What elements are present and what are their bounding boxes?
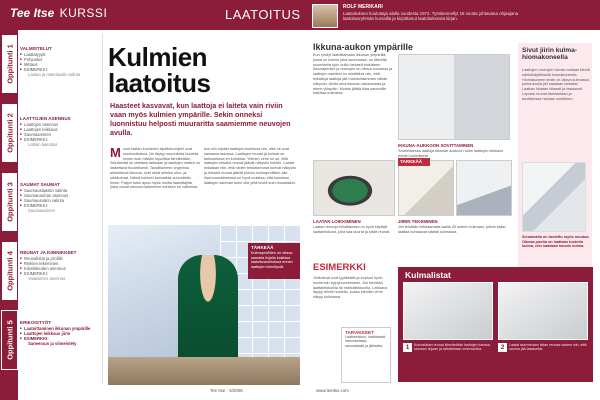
body-column-1 bbox=[110, 147, 200, 225]
tab-label: Oppitunti 3 bbox=[5, 182, 14, 222]
section-heading-example: ESIMERKKI bbox=[313, 262, 366, 273]
tile-photo bbox=[398, 160, 454, 216]
important-note bbox=[248, 243, 300, 279]
tab-lesson-4[interactable] bbox=[1, 241, 18, 301]
caption-title: IKKUNA-AUKKOON SOVITTAMINEN bbox=[398, 143, 474, 148]
tools-note bbox=[341, 327, 391, 383]
brand-sub: KURSSI bbox=[59, 6, 108, 20]
toc-section-4 bbox=[20, 250, 102, 281]
window-text: Kun ryhdyt laatoittamaan ikkunan ympärillä, jossa on kulmia joka suunnassa, on tärkeää suunnitella työn kulku tarkasti etukäteen. Ikkunapenkin ja reunojen on oltava suorassa ja laattojen asettelu on mietittävä niin, että leikattuja laattoja jää mahdollisimman vähän näkyviin. Aloita aina ikkunan alareunasta ja etene ylöspäin. Muista jättää tilaa saumoille kaikissa kulmissa. bbox=[313, 53, 393, 96]
step-number: 2 bbox=[498, 343, 507, 352]
step-number: 1 bbox=[403, 343, 412, 352]
toc-item: ■ Laattatyypit bbox=[20, 52, 102, 57]
caption-text: Laatan reunoja leikattaessa on hyvä käyttää laattaleikkuria, jolla saa suorat ja siistit reunat. bbox=[313, 225, 391, 234]
toc-item: ■ Saumaaminen bbox=[20, 132, 102, 137]
title-text: Kulmien laatoitus bbox=[108, 42, 211, 98]
brand-main: Tee Itse bbox=[10, 6, 55, 20]
body-text: onet laatan kuvioiden sijoitteluohjeet ovat monimutkaisia. Ne täytyy suunnitella huolella ennen kuin mitään lopullista kiinnitetään. Seinämitat on otettava tarkkaan ja laattojen määrä on laskettava huolellisesti. Tavallisimmin ongelmia aiheuttavat ikkunat, ovet sekä seinien ulko- ja sisäkulmat. Nämä kohteet kannattaa suunnitella ensin. Paljon tulee apua myös muilta laatoittajilta, jotka voivat neuvoa tarkemmin kohteen eri vaiheista. bbox=[110, 147, 200, 190]
step-text: Laatat asennetaan listan reunaa vasten niin, että sauma jää tasaiseksi. bbox=[509, 343, 587, 352]
toc-item: ■ ESIMERKKI: bbox=[20, 336, 102, 341]
toc-item: Saneeraus ja viimeistely bbox=[28, 341, 77, 346]
toc-item: ■ ESIMERKKI: bbox=[20, 137, 102, 142]
caption-title: JIIRIN TEKEMINEN bbox=[398, 219, 438, 224]
sidebar-photo bbox=[522, 162, 586, 232]
example-text: Jiirikulmat ovat tyylikkäitä ja sopivat hyvin moderniin kylpyhuoneeseen. Jiiri tehdään laattaleikkurilla tai märkäleikkurilla. Leikkaus täytyy tehdä huolella, koska pienikin virhe näkyy kulmassa. bbox=[313, 276, 388, 300]
window-photo-1 bbox=[398, 54, 510, 140]
sidebar-caption: Sivuamalla on tuotettu myös muotoa. Oikeaa puolta on laattaan tuotettu kulma, niin saadaan kaunis kulma. bbox=[522, 235, 590, 249]
toc-item: ■ ESIMERKKI: bbox=[20, 67, 102, 72]
toc-item: ■ Kiinnikkeiden asennus bbox=[20, 266, 102, 271]
toc-item: Lattian laatoitus bbox=[28, 142, 58, 147]
toc-heading: LAATTOJEN ASENNUS bbox=[20, 116, 71, 121]
toc-divider bbox=[102, 34, 103, 384]
toc-heading: VALMISTELUT bbox=[20, 46, 52, 51]
toc-heading: SAUMAT SAUMAT bbox=[20, 182, 60, 187]
toc-item: ■ Reunalistat ja profiilit bbox=[20, 256, 102, 261]
tab-lesson-5[interactable] bbox=[1, 310, 18, 370]
saw-photo bbox=[456, 160, 512, 216]
article-lead: Haasteet kasvavat, kun laattoja ei laiteta vain riviin vaan myös kulmien ympärille. Sekin onneksi luonnistuu helposti muuraritta saamiemme neuvojen avulla. bbox=[110, 101, 291, 137]
article-title bbox=[108, 44, 298, 96]
author-bio: Laatoituksen kouluttaja alalla vuodesta 1972. Työskennellyt 18 vuotta johtavana ohjaajana laatoitusryhmän kurssilla ja kirjoittanut laatoituksesta kirjan. bbox=[343, 11, 519, 22]
author-name: ROLF MERIKARI bbox=[343, 4, 383, 10]
sidebar-text: Laattojen reunojen hionta voidaan tehdä sähkökäyttöisellä hiomakoneella. Hiomakoneen terän on oltava kulmassa, jonka avulla jiiri saadaan tarkaksi. Laattaa hiotaan hitaasti ja tasaisesti. Lopuksi reunat tarkistetaan ja tarvittaessa hiotaan uudelleen. bbox=[522, 68, 590, 101]
tab-label: Oppitunti 5 bbox=[5, 320, 14, 360]
toc-item: ■ ESIMERKKI: bbox=[20, 271, 102, 276]
toc-section-3 bbox=[20, 182, 102, 213]
tab-label: Oppitunti 2 bbox=[5, 113, 14, 153]
toc-item: ■ Saumauslaastin valinta bbox=[20, 188, 102, 193]
tag-important: TARKEÄÄ bbox=[398, 158, 430, 166]
toc-section-2 bbox=[20, 116, 102, 147]
toc-item: ■ Saumausvärin valinta bbox=[20, 198, 102, 203]
toc-item: Saumaaminen bbox=[28, 208, 56, 213]
note-text: Kulmaprofiilien on oltava samalla linjalla kaikissa laatoituskohteissa ennen laattojen kiinnitystä. bbox=[251, 251, 293, 269]
author-photo bbox=[312, 4, 338, 28]
floor bbox=[108, 357, 300, 385]
tab-lesson-3[interactable] bbox=[1, 172, 18, 232]
toc-heading: ERIKOISTYÖT bbox=[20, 320, 52, 325]
brand-logo bbox=[10, 6, 107, 20]
toc-section-1 bbox=[20, 46, 102, 77]
section-label: LAATOITUS bbox=[225, 7, 301, 22]
footer-url: www.teeitse.com bbox=[316, 388, 349, 393]
caption-text: Jiiri tehdään leikkaamalla laatta 45 asteen kulmaan, jolloin kaksi laattaa kohtaavat siististi kulmassa. bbox=[398, 225, 506, 234]
toc-section-5 bbox=[20, 320, 102, 346]
toc-item: ■ Mittaus bbox=[20, 62, 102, 67]
tab-lesson-2[interactable] bbox=[1, 103, 18, 163]
tab-label: Oppitunti 4 bbox=[5, 251, 14, 291]
tab-label: Oppitunti 1 bbox=[5, 44, 14, 84]
grinder-photo bbox=[313, 160, 395, 216]
footer-magazine: Tee Itse · 5/2005 bbox=[210, 388, 243, 393]
caption-title: LAATAN LOIKKIMINEN bbox=[313, 219, 361, 224]
toc-heading: REUNAT JA KIINNIKKEET bbox=[20, 250, 77, 255]
kulmalistat-photo-2 bbox=[498, 282, 588, 340]
page-number: 80 bbox=[6, 386, 13, 392]
toc-item: ■ Reikien tekeminen bbox=[20, 261, 102, 266]
toc-item: ■ Laattojen leikkaus jiirin bbox=[20, 331, 102, 336]
toc-item: Laatan ja materiaalin valinta bbox=[28, 72, 81, 77]
toc-item: ■ Pohjustus bbox=[20, 57, 102, 62]
toc-item: ■ Laattojen leikkaus bbox=[20, 127, 102, 132]
sidebar-title: Sivut jiirin kulma-hiomakoneella bbox=[522, 47, 577, 62]
kulmalistat-photo-1 bbox=[403, 282, 493, 340]
section-heading-window: Ikkuna-aukon ympärille bbox=[313, 42, 414, 52]
toc-item: ■ Laattojen asennus bbox=[20, 122, 102, 127]
tab-lesson-1[interactable] bbox=[1, 34, 18, 94]
caption-text: Sovitettaessa laattoja ikkunan aukkoon tulee laattojen leikkaus tehdä huolellisesti. bbox=[398, 149, 504, 158]
note-title: TARVIKKEET bbox=[345, 330, 374, 335]
toc-item: ■ Laatoittaminen ikkunan ympärille bbox=[20, 326, 102, 331]
toc-item: ■ ESIMERKKI: bbox=[20, 203, 102, 208]
body-column-2: kun niin sijoitet laattojen kulmissa niin, että ne ovat samassa tasossa. Laattojen reunat ja kulmat on tarkistettava eri kohdista. Yleinen virhe on se, että laattojen leikatut reunat jäävät näkyviin kohtiin. Laatat leikataan niin, että niiden tehdasreunat tulevat näkyviin ja leikatut reunat jäävät piiloon kulmaprofiilien alle. Asennusvaiheessa on hyvä muistaa, että kulmissa laattojen sauman tulee olla yhtä leveä kuin muuallakin. bbox=[204, 147, 297, 185]
note-title: TÄRKEÄÄ bbox=[251, 245, 274, 250]
drop-cap: M bbox=[110, 147, 121, 160]
step-text: Kulmalistan reunat kiinnitetään laattojen kanssa samaan linjaan ja tarkistetaan vesivaa'alla. bbox=[414, 343, 490, 352]
kulmalistat-title: Kulmalistat bbox=[405, 270, 451, 280]
toc-item: Valaisimen asennus bbox=[28, 276, 66, 281]
toc-item: ■ Saumanauhan asennus bbox=[20, 193, 102, 198]
note-text: Laattaleikkuri, laattalaasti, hammaslasta, saumalaasti ja jiirilaatta. bbox=[345, 335, 387, 348]
